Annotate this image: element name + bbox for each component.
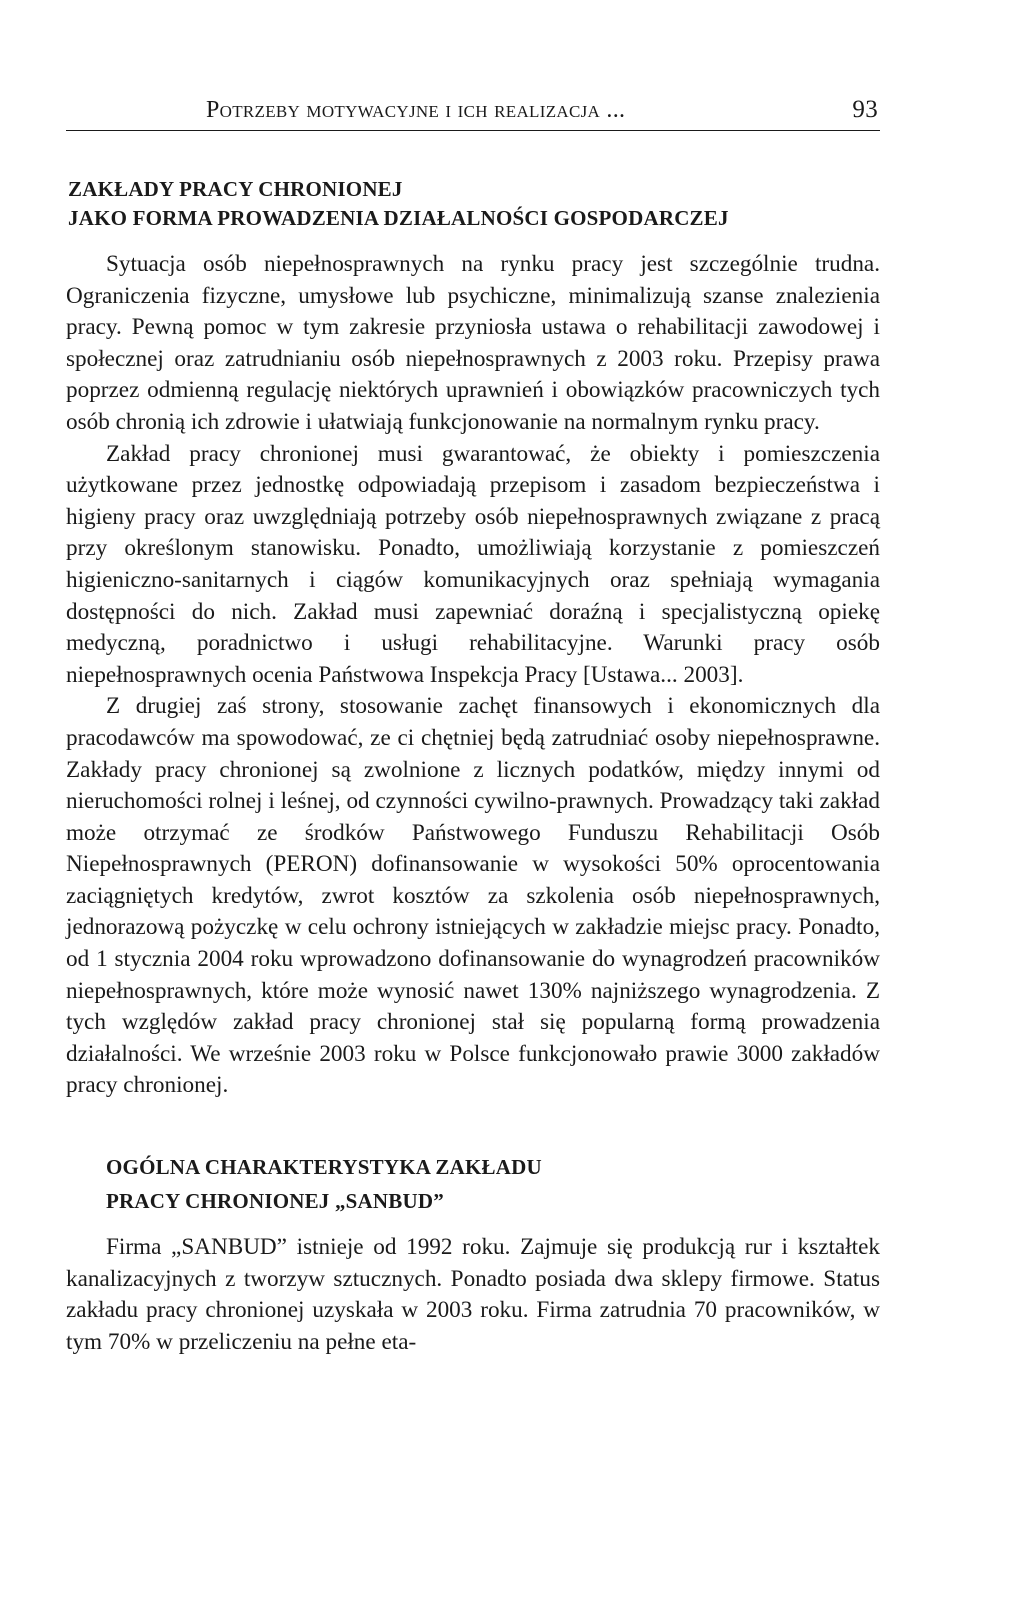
- section-heading-line: ZAKŁADY PRACY CHRONIONEJ: [68, 177, 403, 201]
- page-number: 93: [852, 96, 878, 123]
- running-title: Potrzeby motywacyjne i ich realizacja ...: [206, 97, 626, 123]
- paragraph: Sytuacja osób niepełnosprawnych na rynku pracy jest szczególnie trudna. Ograniczenia fizyczne, umysłowe lub psychiczne, minimalizują szanse znalezienia pracy. Pewną pomoc w tym zakresie przyniosła ustawa o rehabilitacji zawodowej i społecznej oraz zatrudnianiu osób niepełnosprawnych z 2003 roku. Przepisy prawa poprzez odmienną regulację niektórych uprawnień i obowiązków pracowniczych tych osób chronią ich zdrowie i ułatwiają funkcjonowanie na normalnym rynku pracy.: [66, 251, 880, 435]
- running-header: [66, 96, 880, 131]
- paragraph: Z drugiej zaś strony, stosowanie zachęt finansowych i ekonomicznych dla pracodawców ma spowodować, ze ci chętniej będą zatrudniać osoby niepełnosprawne. Zakłady pracy chronionej są zwolnione z licznych podatków, między innymi od nieruchomości rolnej i leśnej, od czynności cywilno-prawnych. Prowadzący taki zakład może otrzymać ze środków Państwowego Funduszu Rehabilitacji Osób Niepełnosprawnych (PERON) dofinansowanie w wysokości 50% oprocentowania zaciągniętych kredytów, zwrot kosztów za szkolenia osób niepełnosprawnych, jednorazową pożyczkę w celu ochrony istniejących w zakładzie miejsc pracy. Ponadto, od 1 stycznia 2004 roku wprowadzono dofinansowanie do wynagrodzeń pracowników niepełnosprawnych, które może wynosić nawet 130% najniższego wynagrodzenia. Z tych względów zakład pracy chronionej stał się popularną formą prowadzenia działalności. We wrześnie 2003 roku w Polsce funkcjonowało prawie 3000 zakładów pracy chronionej.: [66, 693, 880, 1099]
- section-heading-sanbud: [66, 1150, 880, 1218]
- section-body: [66, 1232, 880, 1358]
- paragraph: Zakład pracy chronionej musi gwarantować, że obiekty i pomieszczenia użytkowane przez jednostkę odpowiadają przepisom i zasadom bezpieczeństwa i higieny pracy oraz uwzględniają potrzeby osób niepełnosprawnych związane z pracą przy określonym stanowisku. Ponadto, umożliwiają korzystanie z pomieszczeń higieniczno-sanitarnych i ciągów komunikacyjnych oraz spełniają wymagania dostępności do nich. Zakład musi zapewniać doraźną i specjalistyczną opiekę medyczną, poradnictwo i usługi rehabilitacyjne. Warunki pracy osób niepełnosprawnych ocenia Państwowa Inspekcja Pracy [Ustawa... 2003].: [66, 440, 880, 688]
- section-body: [66, 249, 880, 1102]
- section-heading-protected-workplaces: [66, 175, 880, 233]
- book-page: [66, 96, 880, 1358]
- section-heading-line: PRACY CHRONIONEJ „SANBUD”: [106, 1189, 444, 1214]
- paragraph: Firma „SANBUD” istnieje od 1992 roku. Zajmuje się produkcją rur i kształtek kanalizacyjnych z tworzyw sztucznych. Ponadto posiada dwa sklepy firmowe. Status zakładu pracy chronionej uzyskała w 2003 roku. Firma zatrudnia 70 pracowników, w tym 70% w przeliczeniu na pełne eta-: [66, 1234, 880, 1355]
- section-heading-line: JAKO FORMA PROWADZENIA DZIAŁALNOŚCI GOSPODARCZEJ: [68, 206, 729, 230]
- section-heading-line: OGÓLNA CHARAKTERYSTYKA ZAKŁADU: [106, 1155, 542, 1180]
